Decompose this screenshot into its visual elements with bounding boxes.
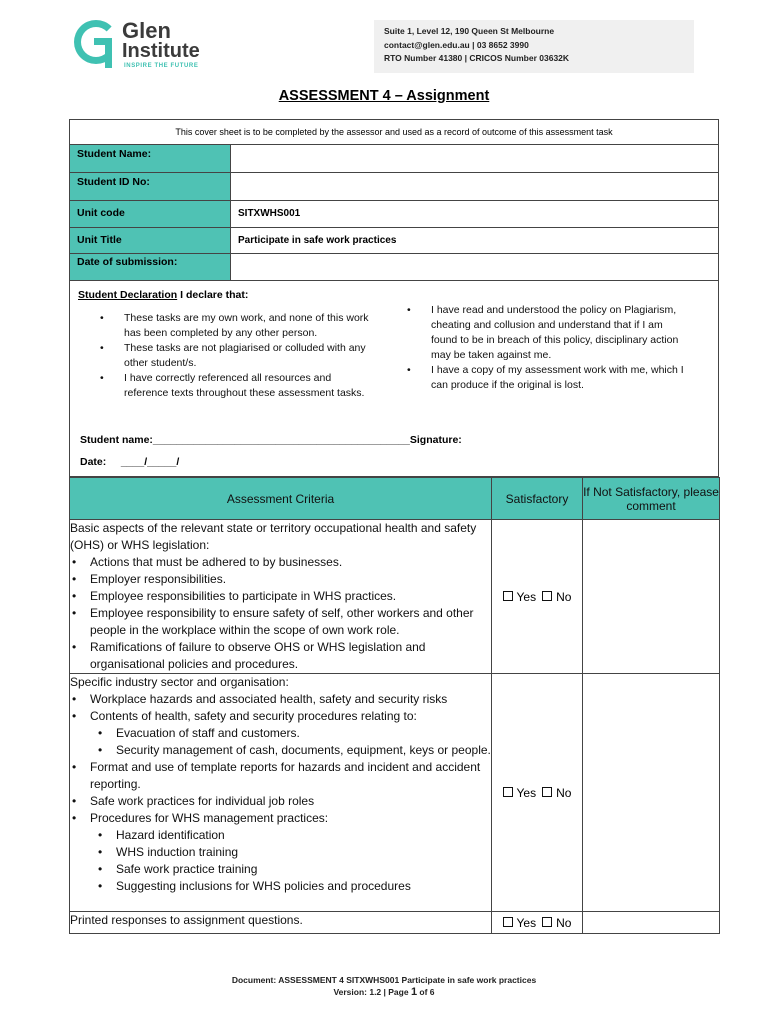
field-student-name bbox=[70, 144, 718, 172]
no-checkbox[interactable] bbox=[542, 917, 552, 927]
footer-document: Document: ASSESSMENT 4 SITXWHS001 Participate in safe work practices bbox=[231, 975, 537, 985]
criteria-list bbox=[70, 554, 491, 673]
criteria-item: • Employee responsibility to ensure safety of self, other workers and other people in the workplace within the scope of own work role. bbox=[70, 605, 491, 639]
criteria-header-row bbox=[70, 478, 720, 520]
criteria-subitem: • Safe work practice training bbox=[70, 861, 491, 878]
field-label: Student ID No: bbox=[70, 173, 231, 200]
criteria-row bbox=[70, 674, 720, 912]
footer-page-number: 1 bbox=[410, 986, 418, 998]
criteria-intro: Basic aspects of the relevant state or territory occupational health and safety (OHS) or WHS legislation: bbox=[70, 521, 477, 552]
header-comment: If Not Satisfactory, please comment bbox=[583, 478, 720, 520]
criteria-intro: Printed responses to assignment questions. bbox=[70, 913, 303, 927]
declaration-item: • I have a copy of my assessment work with me, which I can produce if the original is lost. bbox=[407, 363, 689, 393]
criteria-text bbox=[70, 674, 492, 912]
field-label: Unit code bbox=[70, 201, 231, 227]
satisfactory-cell bbox=[492, 520, 583, 674]
header-satisfactory: Satisfactory bbox=[492, 478, 583, 520]
criteria-text bbox=[70, 912, 492, 934]
no-label: No bbox=[556, 915, 572, 930]
declaration-heading: Student Declaration I declare that: bbox=[78, 289, 249, 301]
assessment-criteria-table bbox=[69, 477, 720, 934]
comment-cell[interactable] bbox=[583, 912, 720, 934]
criteria-subitem: • WHS induction training bbox=[70, 844, 491, 861]
page-footer bbox=[0, 974, 768, 998]
no-checkbox[interactable] bbox=[542, 787, 552, 797]
criteria-list bbox=[70, 691, 491, 895]
contact-address: Suite 1, Level 12, 190 Queen St Melbourne bbox=[384, 26, 555, 36]
no-label: No bbox=[556, 785, 572, 800]
yes-label: Yes bbox=[516, 915, 537, 930]
declaration-right-list bbox=[407, 303, 689, 393]
cover-sheet bbox=[69, 119, 719, 477]
criteria-item: • Ramifications of failure to observe OHS or WHS legislation and organisational policies and procedures. bbox=[70, 639, 491, 673]
student-declaration bbox=[70, 280, 718, 477]
declaration-item: • I have read and understood the policy on Plagiarism, cheating and collusion and understand that if I am found to be in breach of this policy, disciplinary action may be taken against me. bbox=[407, 303, 689, 363]
logo-text-glen: Glen bbox=[122, 18, 171, 43]
criteria-item: • Contents of health, safety and security procedures relating to: bbox=[70, 708, 491, 725]
field-label: Student Name: bbox=[70, 145, 231, 172]
page-title: ASSESSMENT 4 – Assignment bbox=[278, 88, 490, 104]
satisfactory-cell bbox=[492, 912, 583, 934]
criteria-item: • Procedures for WHS management practices: bbox=[70, 810, 491, 827]
comment-cell[interactable] bbox=[583, 520, 720, 674]
yes-checkbox[interactable] bbox=[503, 787, 513, 797]
criteria-item: • Workplace hazards and associated health, safety and security risks bbox=[70, 691, 491, 708]
criteria-item: • Employee responsibilities to participate in WHS practices. bbox=[70, 588, 491, 605]
glen-institute-logo bbox=[74, 18, 224, 76]
criteria-subitem: • Security management of cash, documents, equipment, keys or people. bbox=[70, 742, 491, 759]
criteria-subitem: • Suggesting inclusions for WHS policies and procedures bbox=[70, 878, 491, 895]
criteria-item: • Format and use of template reports for hazards and incident and accident reporting. bbox=[70, 759, 491, 793]
contact-rto: RTO Number 41380 | CRICOS Number 03632K bbox=[384, 53, 570, 63]
criteria-intro: Specific industry sector and organisation: bbox=[70, 675, 289, 689]
footer-version: Version: 1.2 | Page 1 of 6 bbox=[333, 986, 435, 998]
declaration-item: • These tasks are my own work, and none of this work has been completed by any other person. bbox=[100, 311, 372, 341]
criteria-text bbox=[70, 520, 492, 674]
field-date-submission bbox=[70, 253, 718, 280]
logo-tagline: INSPIRE THE FUTURE bbox=[124, 63, 199, 69]
cover-note: This cover sheet is to be completed by the assessor and used as a record of outcome of this assessment task bbox=[175, 127, 613, 137]
field-value: SITXWHS001 bbox=[238, 208, 301, 219]
header-assessment-criteria: Assessment Criteria bbox=[70, 478, 492, 520]
criteria-item: • Safe work practices for individual job roles bbox=[70, 793, 491, 810]
criteria-subitem: • Evacuation of staff and customers. bbox=[70, 725, 491, 742]
declaration-item: • These tasks are not plagiarised or colluded with any other student/s. bbox=[100, 341, 372, 371]
yes-checkbox[interactable] bbox=[503, 591, 513, 601]
yes-checkbox[interactable] bbox=[503, 917, 513, 927]
criteria-subitem: • Hazard identification bbox=[70, 827, 491, 844]
criteria-row bbox=[70, 912, 720, 934]
yes-label: Yes bbox=[516, 785, 537, 800]
criteria-item: • Employer responsibilities. bbox=[70, 571, 491, 588]
criteria-item: • Actions that must be adhered to by businesses. bbox=[70, 554, 491, 571]
satisfactory-cell bbox=[492, 674, 583, 912]
contact-email-phone: contact@glen.edu.au | 03 8652 3990 bbox=[384, 39, 529, 50]
field-label: Unit Title bbox=[70, 228, 231, 253]
field-value: Participate in safe work practices bbox=[238, 235, 397, 246]
declaration-item: • I have correctly referenced all resources and reference texts throughout these assessment tasks. bbox=[100, 371, 372, 401]
no-checkbox[interactable] bbox=[542, 591, 552, 601]
comment-cell[interactable] bbox=[583, 674, 720, 912]
contact-box bbox=[374, 20, 694, 73]
no-label: No bbox=[556, 589, 572, 604]
date-line[interactable]: Date: ____/_____/ bbox=[80, 456, 180, 468]
declaration-left-list bbox=[100, 311, 372, 401]
student-name-signature-line[interactable]: Student name:____________________________________________Signature: bbox=[80, 434, 462, 446]
logo-text-institute: Institute bbox=[122, 40, 200, 62]
criteria-row bbox=[70, 520, 720, 674]
field-unit-title bbox=[70, 227, 718, 253]
field-label: Date of submission: bbox=[70, 254, 231, 280]
field-student-id bbox=[70, 172, 718, 200]
field-unit-code bbox=[70, 200, 718, 227]
yes-label: Yes bbox=[516, 589, 537, 604]
